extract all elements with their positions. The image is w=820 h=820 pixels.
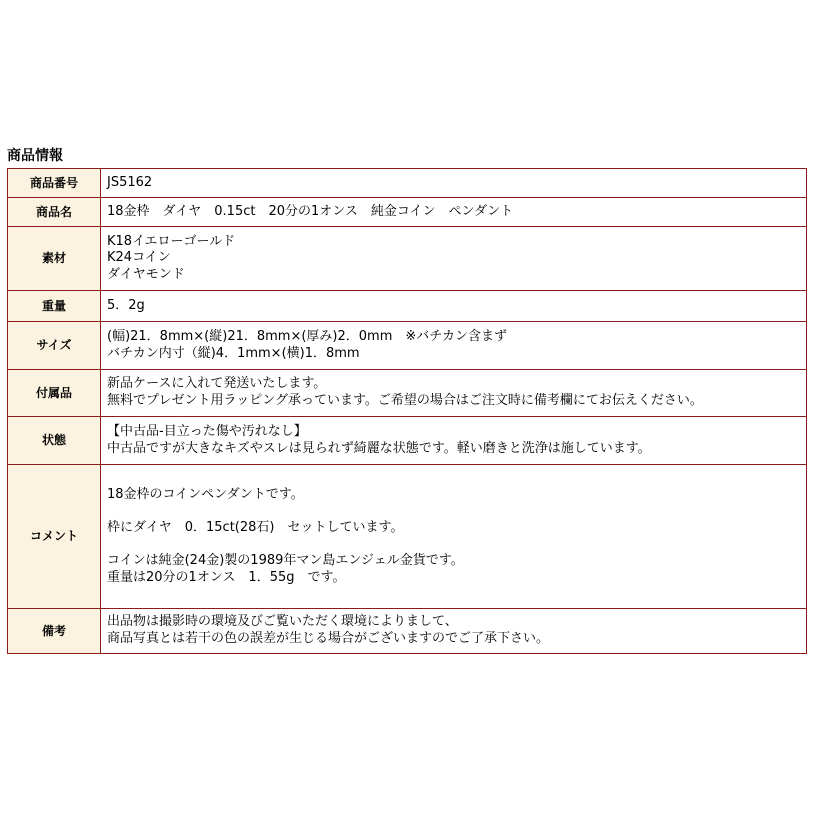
condition-line: 中古品ですが大きなキズやスレは見られず綺麗な状態です。軽い磨きと洗浄は施しています。 xyxy=(107,440,651,456)
material-line: K18イエローゴールド xyxy=(107,233,236,249)
row-comment xyxy=(8,465,807,609)
label-weight: 重量 xyxy=(8,291,101,322)
value-material xyxy=(101,227,807,291)
condition-line: 【中古品-目立った傷や汚れなし】 xyxy=(107,423,307,439)
label-condition: 状態 xyxy=(8,417,101,465)
comment-line: 重量は20分の1オンス 1．55g です。 xyxy=(107,569,346,585)
blank-line xyxy=(107,503,800,520)
size-line: (幅)21．8mm×(縦)21．8mm×(厚み)2．0mm ※バチカン含まず xyxy=(107,328,507,344)
row-weight xyxy=(8,291,807,322)
label-size: サイズ xyxy=(8,322,101,370)
accessories-line: 無料でプレゼント用ラッピング承っています。ご希望の場合はご注文時に備考欄にてお伝えください。 xyxy=(107,393,703,408)
value-notes xyxy=(101,609,807,654)
label-product-name: 商品名 xyxy=(8,198,101,227)
value-size xyxy=(101,322,807,370)
notes-line: 商品写真とは若干の色の誤差が生じる場合がございますのでご了承下さい。 xyxy=(107,631,550,646)
value-weight: 5．2g xyxy=(101,291,807,322)
blank-line xyxy=(107,537,800,554)
accessories-line: 新品ケースに入れて発送いたします。 xyxy=(107,376,327,392)
section-title: 商品情報 xyxy=(7,148,63,164)
comment-line: コインは純金(24金)製の1989年マン島エンジェル金貨です。 xyxy=(107,553,464,569)
row-notes xyxy=(8,609,807,654)
row-material xyxy=(8,227,807,291)
value-product-number: JS5162 xyxy=(101,169,807,198)
comment-line: 18金枠のコインペンダントです。 xyxy=(107,486,304,502)
value-accessories xyxy=(101,370,807,417)
label-material: 素材 xyxy=(8,227,101,291)
row-accessories xyxy=(8,370,807,417)
label-accessories: 付属品 xyxy=(8,370,101,417)
label-comment: コメント xyxy=(8,465,101,609)
row-condition xyxy=(8,417,807,465)
comment-line: 枠にダイヤ 0．15ct(28石) セットしています。 xyxy=(107,519,404,535)
row-size xyxy=(8,322,807,370)
material-line: ダイヤモンド xyxy=(107,266,185,282)
size-line: バチカン内寸（縦)4．1mm×(横)1．8mm xyxy=(107,345,360,361)
label-notes: 備考 xyxy=(8,609,101,654)
value-comment xyxy=(101,465,807,609)
material-line: K24コイン xyxy=(107,250,171,266)
product-info-table xyxy=(7,168,807,654)
row-product-number xyxy=(8,169,807,198)
value-condition xyxy=(101,417,807,465)
notes-line: 出品物は撮影時の環境及びご覧いただく環境によりまして、 xyxy=(107,614,458,630)
label-product-number: 商品番号 xyxy=(8,169,101,198)
row-product-name xyxy=(8,198,807,227)
value-product-name: 18金枠 ダイヤ 0.15ct 20分の1オンス 純金コイン ペンダント xyxy=(101,198,807,227)
